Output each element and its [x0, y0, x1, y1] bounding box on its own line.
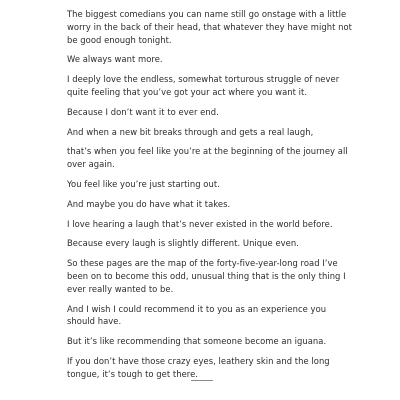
paragraph: Because I don’t want it to ever end.: [67, 106, 219, 117]
paragraph: So these pages are the map of the forty-five-year-long road I’ve been on to become this odd, unusual thing that is the only thing I ever really wanted to be.: [67, 258, 346, 294]
paragraph: But it’s like recommending that someone become an iguana.: [67, 336, 327, 347]
paragraph: Because every laugh is slightly different. Unique even.: [67, 238, 299, 249]
paragraph: I deeply love the endless, somewhat torturous struggle of never quite feeling that you’ve got your act where you want it.: [67, 74, 340, 97]
document-body: [67, 8, 353, 388]
paragraph: And when a new bit breaks through and gets a real laugh,: [67, 126, 314, 137]
paragraph: And I wish I could recommend it to you as an experience you should have.: [67, 303, 327, 327]
paragraph: The biggest comedians you can name still go onstage with a little worry in the back of their head, that whatever they have might not be good enough tonight.: [67, 9, 352, 45]
paragraph: that’s when you feel like you’re at the beginning of the journey all over again.: [67, 146, 348, 170]
paragraph: If you don’t have those crazy eyes, leathery skin and the long tongue, it’s tough to get there.: [67, 355, 330, 379]
paragraph: I love hearing a laugh that’s never existed in the world before.: [67, 218, 333, 229]
paragraph: And maybe you do have what it takes.: [67, 198, 231, 209]
section-divider: [191, 380, 213, 381]
paragraph: We always want more.: [67, 54, 163, 65]
paragraph: You feel like you’re just starting out.: [67, 178, 220, 189]
